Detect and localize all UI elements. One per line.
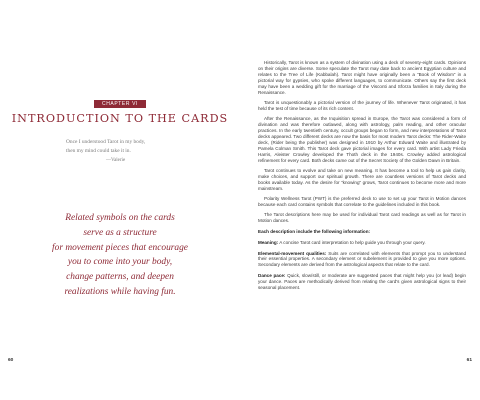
paragraph-evolution: Tarot continues to evolve and take on new meaning. It has become a tool to help us gain clarity, make choices, and support our spiritual growth. There are countless versions of Tarot decks and books available today. As the desire for “knowing” grows, Tarot continues to become more and more mainstream. <box>258 168 466 191</box>
elemental-entry <box>258 251 466 269</box>
elemental-text: Suits are correlated with elements that prompt you to understand their essential properties. A secondary element or subelement is provided to give you more options. Secondary elements are derived from the astrological aspects that relate to the card. <box>258 250 466 268</box>
epigraph-line: Once I understood Tarot in my body, <box>66 139 146 145</box>
pull-quote-line: change patterns, and deepen <box>66 272 174 283</box>
epigraph <box>66 138 206 165</box>
pull-quote-line: Related symbols on the cards <box>65 213 175 223</box>
dance-pace-label: Dance pace: <box>258 272 286 278</box>
dance-pace-text: Quick, slow/still, or moderate are suggested paces that might help you (or lead) begin your dance. Paces are methodically derived from relating the card's given astrological signs to their seasonal placement. <box>258 272 466 290</box>
pull-quote-line: you to come into your body, <box>67 257 173 268</box>
pull-quote-line: realizations while having fun. <box>64 286 176 297</box>
pull-quote-line: for movement pieces that encourage <box>52 242 188 253</box>
pull-quote-line: serve as a structure <box>83 227 157 238</box>
paragraph-history: Historically, Tarot is known as a system of divination using a deck of seventy-eight cards. Opinions on their origins are diverse. Some speculate the Tarot may date back to ancient Egyptian culture and relates to the Tree of Life (Kabbalah). Tarot might have originally been a “Book of Wisdom” in a pictorial way for gypsies, who spoke different languages, to communicate. Others say the first deck may have been a wedding gift for the marriage of the Visconti and Sforza families in Italy during the Renaissance. <box>258 60 466 95</box>
meaning-label: Meaning: <box>258 240 279 246</box>
page-number-right: 61 <box>466 358 472 363</box>
chapter-title: INTRODUCTION TO THE CARDS <box>11 112 229 125</box>
pull-quote <box>0 211 240 300</box>
paragraph-journey: Tarot is unquestionably a pictorial version of the journey of life. Whenever Tarot originated, it has held the test of time because of its rich content. <box>258 99 466 111</box>
epigraph-line: then my mind could take it in. <box>66 147 131 154</box>
paragraph-renaissance: After the Renaissance, as the Inquisition spread in Europe, the Tarot was considered a form of divination and was therefore outlawed, along with astrology, palm reading, and other oracular practices. In the early twentieth century, occult groups began to form, and new interpretations of Tarot decks appeared. Two different decks are now the basis for most modern Tarot decks: The Rider-Waite deck, (Rider being the publisher) was designed in 1910 by Arthur Edward Waite and illustrated by Pamela Colman Smith. This Tarot deck gave pictorial images for every card. With artist Lady Frieda Harris, Aleister Crowley developed the Thoth deck in the 1940s. Crowley added astrological refinement for every card. Both decks came out of the Secret Society of the Golden Dawn in Britain. <box>258 116 466 163</box>
right-page <box>240 0 480 400</box>
dance-pace-entry <box>258 273 466 291</box>
chapter-label: CHAPTER VI <box>94 100 146 108</box>
body-text <box>258 60 466 291</box>
meaning-entry <box>258 240 466 246</box>
meaning-text: A concise Tarot card interpretation to help guide you through your query. <box>279 240 426 246</box>
elemental-label: Elemental-movement qualities: <box>258 250 327 256</box>
paragraph-descriptions: The Tarot descriptions here may be used for individual Tarot card readings as well as for Tarot in Motion dances. <box>258 212 466 224</box>
page-number-left: 60 <box>8 358 14 363</box>
epigraph-attribution: —Valerie <box>106 157 126 163</box>
paragraph-pwt: Polarity Wellness Tarot (PWT) is the preferred deck to use to set up your Tarot in Motion dances because each card contains symbols that correlate to the guidelines included in this book. <box>258 196 466 208</box>
section-heading: Each description include the following information: <box>258 228 371 234</box>
